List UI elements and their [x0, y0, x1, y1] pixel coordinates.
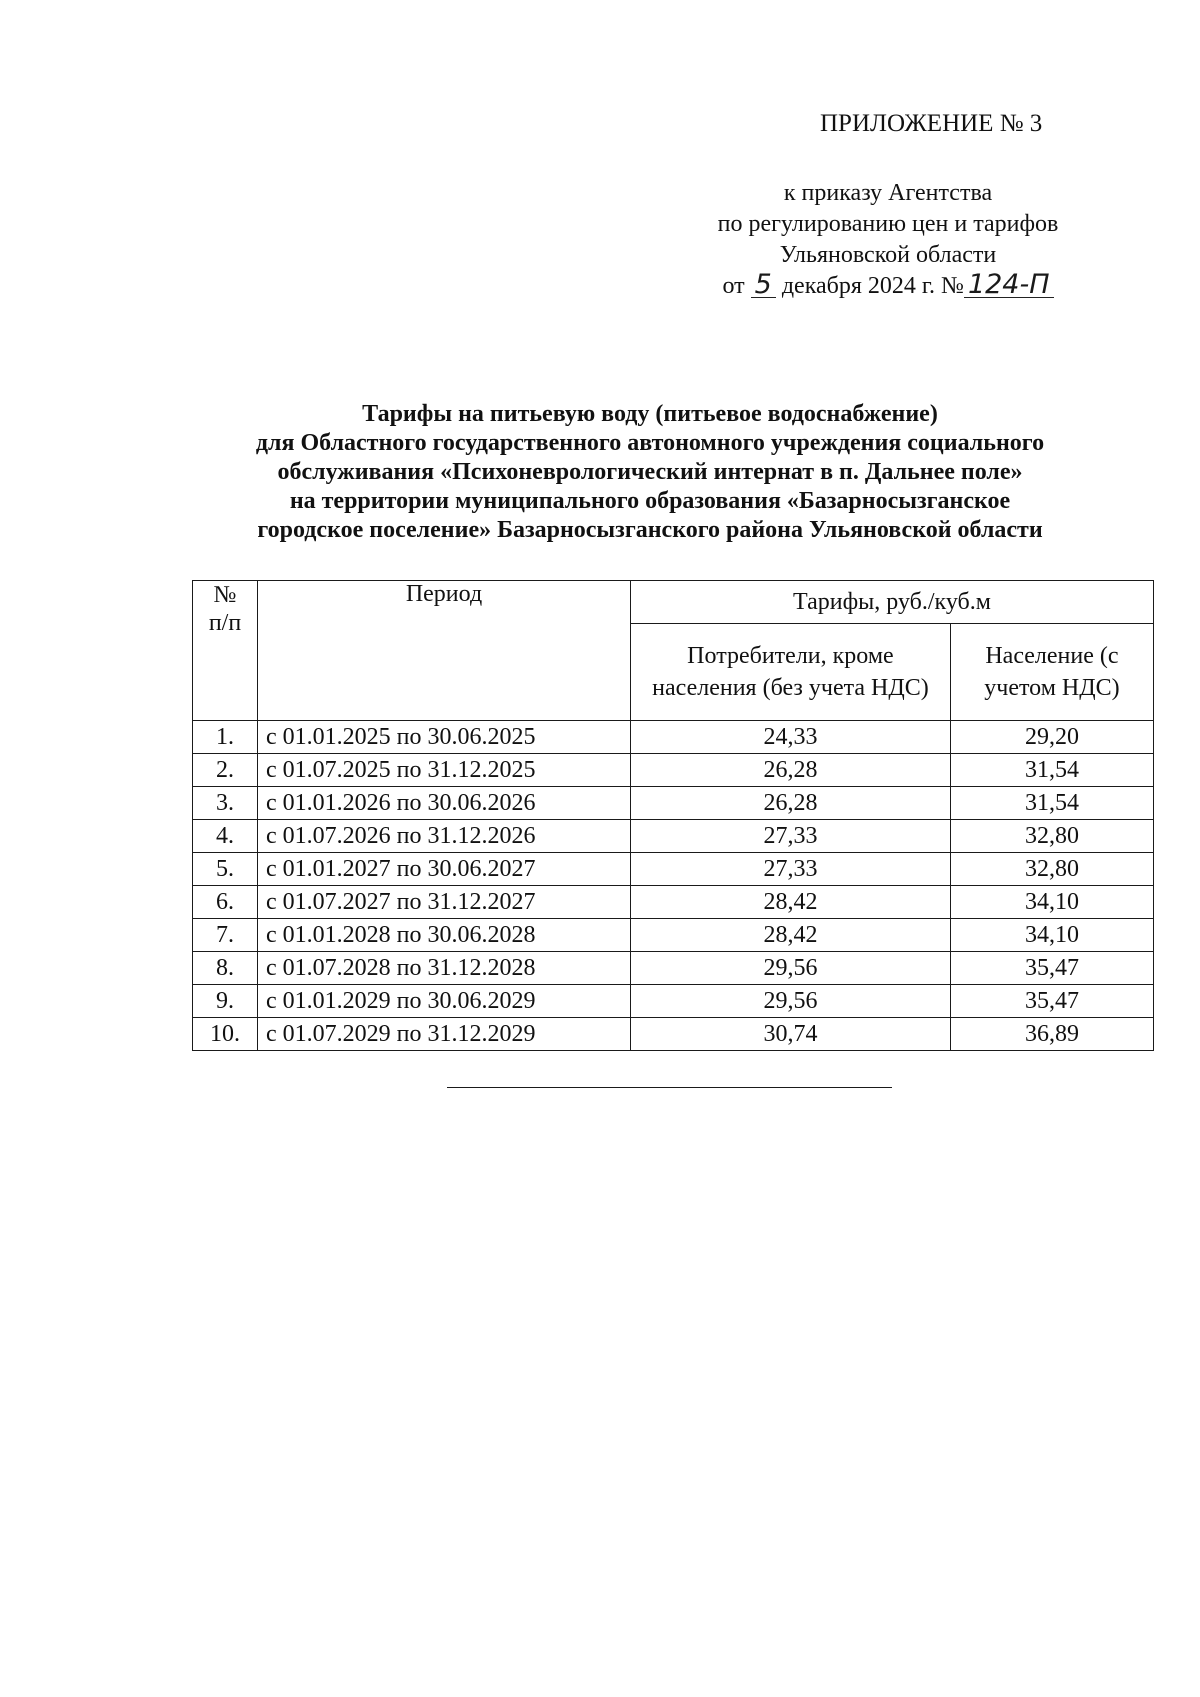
order-ref-date-line — [628, 271, 1148, 302]
title-line-1: Тарифы на питьевую воду (питьевое водоснабжение) — [362, 401, 938, 427]
row-population-tariff: 35,47 — [950, 952, 1153, 985]
order-number-handwritten: 124-П — [964, 273, 1054, 298]
row-consumers-tariff: 29,56 — [631, 952, 951, 985]
table-row — [193, 721, 1154, 754]
order-date-rest: декабря 2024 г. № — [775, 273, 964, 299]
row-period: с 01.01.2026 по 30.06.2026 — [258, 787, 631, 820]
row-period: с 01.07.2026 по 31.12.2026 — [258, 820, 631, 853]
document-title — [150, 400, 1150, 545]
row-consumers-tariff: 27,33 — [631, 853, 951, 886]
row-num: 10. — [193, 1018, 258, 1051]
annex-title: ПРИЛОЖЕНИЕ № 3 — [820, 110, 1043, 137]
row-period: с 01.07.2028 по 31.12.2028 — [258, 952, 631, 985]
row-population-tariff: 29,20 — [950, 721, 1153, 754]
end-divider-line — [447, 1087, 892, 1088]
row-period: с 01.07.2027 по 31.12.2027 — [258, 886, 631, 919]
row-period: с 01.01.2029 по 30.06.2029 — [258, 985, 631, 1018]
table-row — [193, 1018, 1154, 1051]
row-consumers-tariff: 26,28 — [631, 787, 951, 820]
header-period: Период — [258, 581, 631, 721]
title-line-3: обслуживания «Психоневрологический интернат в п. Дальнее поле» — [277, 459, 1023, 485]
title-line-5: городское поселение» Базарносызганского района Ульяновской области — [257, 517, 1043, 543]
row-population-tariff: 34,10 — [950, 886, 1153, 919]
table-row — [193, 787, 1154, 820]
row-population-tariff: 35,47 — [950, 985, 1153, 1018]
row-population-tariff: 36,89 — [950, 1018, 1153, 1051]
table-row — [193, 886, 1154, 919]
row-period: с 01.01.2025 по 30.06.2025 — [258, 721, 631, 754]
header-num: № п/п — [193, 581, 258, 721]
table-row — [193, 754, 1154, 787]
title-line-4: на территории муниципального образования «Базарносызганское — [289, 488, 1011, 514]
row-num: 1. — [193, 721, 258, 754]
row-num: 2. — [193, 754, 258, 787]
row-period: с 01.07.2029 по 31.12.2029 — [258, 1018, 631, 1051]
row-consumers-tariff: 27,33 — [631, 820, 951, 853]
row-consumers-tariff: 28,42 — [631, 919, 951, 952]
header-tariffs: Тарифы, руб./куб.м — [631, 581, 1154, 624]
row-period: с 01.07.2025 по 31.12.2025 — [258, 754, 631, 787]
row-num: 3. — [193, 787, 258, 820]
row-period: с 01.01.2028 по 30.06.2028 — [258, 919, 631, 952]
row-consumers-tariff: 24,33 — [631, 721, 951, 754]
table-row — [193, 985, 1154, 1018]
table-row — [193, 853, 1154, 886]
row-population-tariff: 31,54 — [950, 787, 1153, 820]
order-reference — [628, 178, 1148, 302]
row-num: 4. — [193, 820, 258, 853]
row-num: 9. — [193, 985, 258, 1018]
row-period: с 01.01.2027 по 30.06.2027 — [258, 853, 631, 886]
table-row — [193, 919, 1154, 952]
tariff-table — [192, 580, 1154, 1051]
row-population-tariff: 31,54 — [950, 754, 1153, 787]
order-date-prefix: от — [722, 273, 751, 299]
order-day-handwritten: 5 — [751, 273, 776, 298]
tariff-table-body — [193, 721, 1154, 1051]
row-num: 7. — [193, 919, 258, 952]
header-population: Население (с учетом НДС) — [950, 624, 1153, 721]
table-row — [193, 952, 1154, 985]
row-consumers-tariff: 30,74 — [631, 1018, 951, 1051]
row-consumers-tariff: 28,42 — [631, 886, 951, 919]
order-ref-line-2: по регулированию цен и тарифов — [717, 211, 1059, 237]
table-row — [193, 820, 1154, 853]
row-num: 5. — [193, 853, 258, 886]
order-ref-line-3: Ульяновской области — [779, 242, 997, 268]
row-population-tariff: 34,10 — [950, 919, 1153, 952]
row-num: 8. — [193, 952, 258, 985]
order-ref-line-1: к приказу Агентства — [783, 180, 993, 206]
row-num: 6. — [193, 886, 258, 919]
row-consumers-tariff: 29,56 — [631, 985, 951, 1018]
title-line-2: для Областного государственного автономного учреждения социального — [255, 430, 1045, 456]
row-population-tariff: 32,80 — [950, 820, 1153, 853]
row-population-tariff: 32,80 — [950, 853, 1153, 886]
row-consumers-tariff: 26,28 — [631, 754, 951, 787]
header-consumers: Потребители, кроме населения (без учета НДС) — [631, 624, 951, 721]
